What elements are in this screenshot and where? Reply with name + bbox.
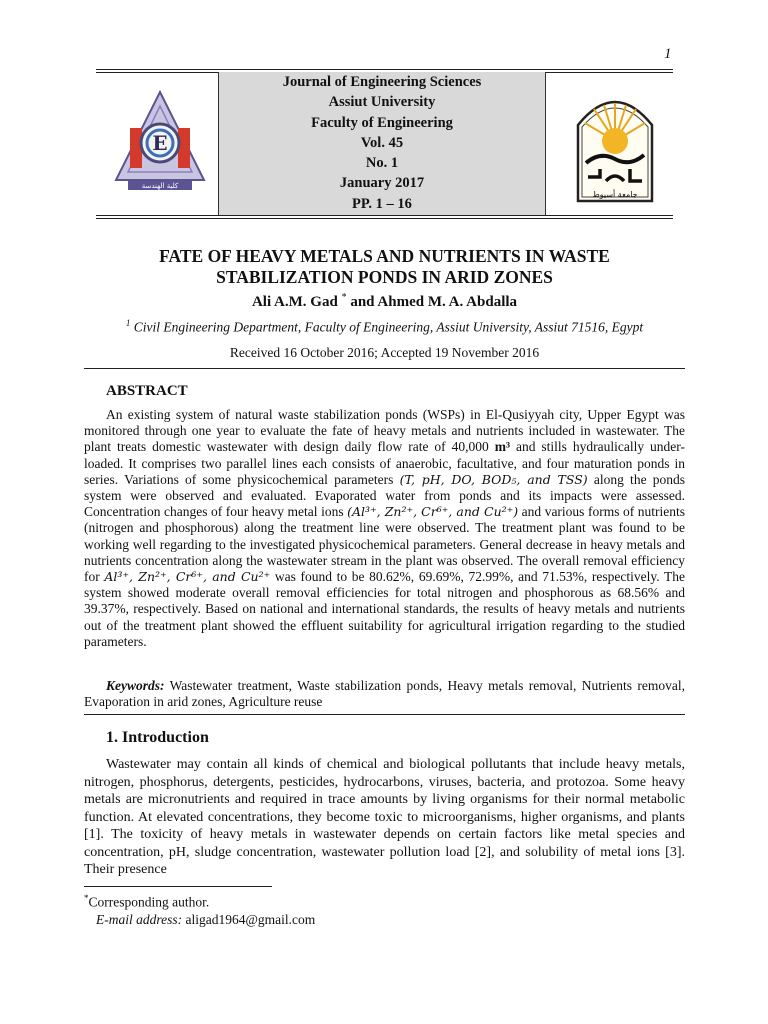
abstract-text: and various forms of nutrients (nitrogen and phosphorous) along the treatment line were observed. The treatment plant was found to be working well regarding to the investigated physicochemical parameters. General decrease in heavy metals and nutrients concentration along the wastewater stream in the plant was observed. The overall removal efficiency for — [84, 504, 685, 585]
keywords-text: Wastewater treatment, Waste stabilization ponds, Heavy metals removal, Nutrients removal, Evaporation in arid zones, Agriculture reuse — [84, 678, 685, 710]
svg-text:E: E — [152, 131, 168, 155]
introduction-heading: 1. Introduction — [106, 729, 209, 746]
university-logo — [570, 85, 660, 205]
email-label: E-mail address: — [96, 911, 183, 927]
svg-text:كلية الهندسة: كلية الهندسة — [141, 182, 179, 190]
footnote-rule — [84, 886, 272, 887]
unit-m3: m³ — [494, 439, 511, 455]
footnote-mark: * — [84, 893, 89, 903]
journal-pages: PP. 1 – 16 — [352, 195, 412, 212]
journal-date: January 2017 — [339, 175, 425, 192]
journal-number: No. 1 — [365, 155, 399, 172]
faculty-logo — [110, 88, 210, 198]
journal-info-box — [218, 72, 546, 215]
paper-title — [96, 246, 673, 288]
email-address[interactable]: aligad1964@gmail.com — [185, 911, 316, 927]
abstract-text: and stills hydraulically under-loaded. It comprises two parallel lines each consists of anaerobic, facultative, and four maturation ponds in series. Variations of some physicochemical parameters — [84, 439, 686, 487]
journal-volume: Vol. 45 — [360, 134, 404, 151]
abstract-text: along the ponds system were observed and evaluated. Evaporated water from ponds and its impacts were assessed. Concentration changes of four heavy metal ions — [84, 471, 686, 520]
parameters-math: (T, pH, DO, BOD₅, and TSS) — [399, 471, 588, 487]
title-line: STABILIZATION PONDS IN ARID ZONES — [216, 267, 553, 287]
footnote — [84, 890, 315, 928]
keywords — [84, 678, 685, 710]
affiliation-mark: 1 — [125, 318, 131, 328]
page-number: 1 — [664, 46, 672, 62]
ions-math: Al³⁺, Zn²⁺, Cr⁶⁺, and Cu²⁺ — [104, 569, 271, 585]
header-rule — [96, 69, 673, 70]
affiliation — [96, 318, 673, 336]
author-name: Ali A.M. Gad — [251, 294, 338, 310]
title-line: FATE OF HEAVY METALS AND NUTRIENTS IN WASTE — [159, 246, 610, 266]
received-dates: Received 16 October 2016; Accepted 19 November 2016 — [229, 345, 540, 360]
introduction-body — [84, 756, 685, 879]
header-rule — [96, 215, 673, 216]
affiliation-text: Civil Engineering Department, Faculty of Engineering, Assiut University, Assiut 71516, Egypt — [133, 319, 644, 335]
keywords-label: Keywords: — [106, 678, 165, 693]
svg-text:جامعة أسيوط: جامعة أسيوط — [592, 190, 638, 199]
author-name: and Ahmed M. A. Abdalla — [346, 294, 518, 310]
abstract-text: An existing system of natural waste stabilization ponds (WSPs) in El-Qusiyyah city, Upper Egypt was monitored through one year to evaluate the fate of heavy metals and nutrients included in wastewater. The plant treats domestic wastewater with design daily flow rate of 40,000 — [84, 407, 685, 455]
abstract-text: was found to be 80.62%, 69.69%, 72.99%, and 71.53%, respectively. The system showed moderate overall removal efficiencies for total nitrogen and phosphorous as 68.56% and 39.37%, respectively. Based on national and international standards, the results of heavy metals and nutrients out of the treatment plant showed the effluent suitability for agricultural irrigation regarding to the studied parameters. — [84, 569, 686, 649]
section-divider — [84, 368, 685, 369]
section-divider — [84, 714, 685, 715]
journal-name: Journal of Engineering Sciences — [282, 74, 482, 90]
footnote-corresponding: Corresponding author. — [88, 894, 210, 910]
journal-university: Assiut University — [328, 94, 436, 111]
journal-faculty: Faculty of Engineering — [311, 114, 453, 131]
ions-math: (Al³⁺, Zn²⁺, Cr⁶⁺, and Cu²⁺) — [347, 504, 519, 520]
corresponding-mark: * — [341, 292, 347, 303]
abstract-heading: ABSTRACT — [106, 383, 188, 399]
introduction-text: Wastewater may contain all kinds of chemical and biological pollutants that include heavy metals, nitrogen, phosphorus, detergents, pesticides, hydrocarbons, viruses, bacteria, and protozoa. Some heavy metals are micronutrients and required in trace amounts by living organisms for their normal metabolic function. At elevated concentrations, they become toxic to microorganisms, higher organisms, and plants [1]. The toxicity of heavy metals in wastewater depends on certain factors like metal species and concentration, pH, sludge concentration, wastewater pollution load [2], and solubility of metal ions [3]. Their presence — [84, 757, 685, 877]
header-rule — [96, 218, 673, 219]
abstract-body — [84, 407, 685, 650]
authors — [96, 292, 673, 311]
